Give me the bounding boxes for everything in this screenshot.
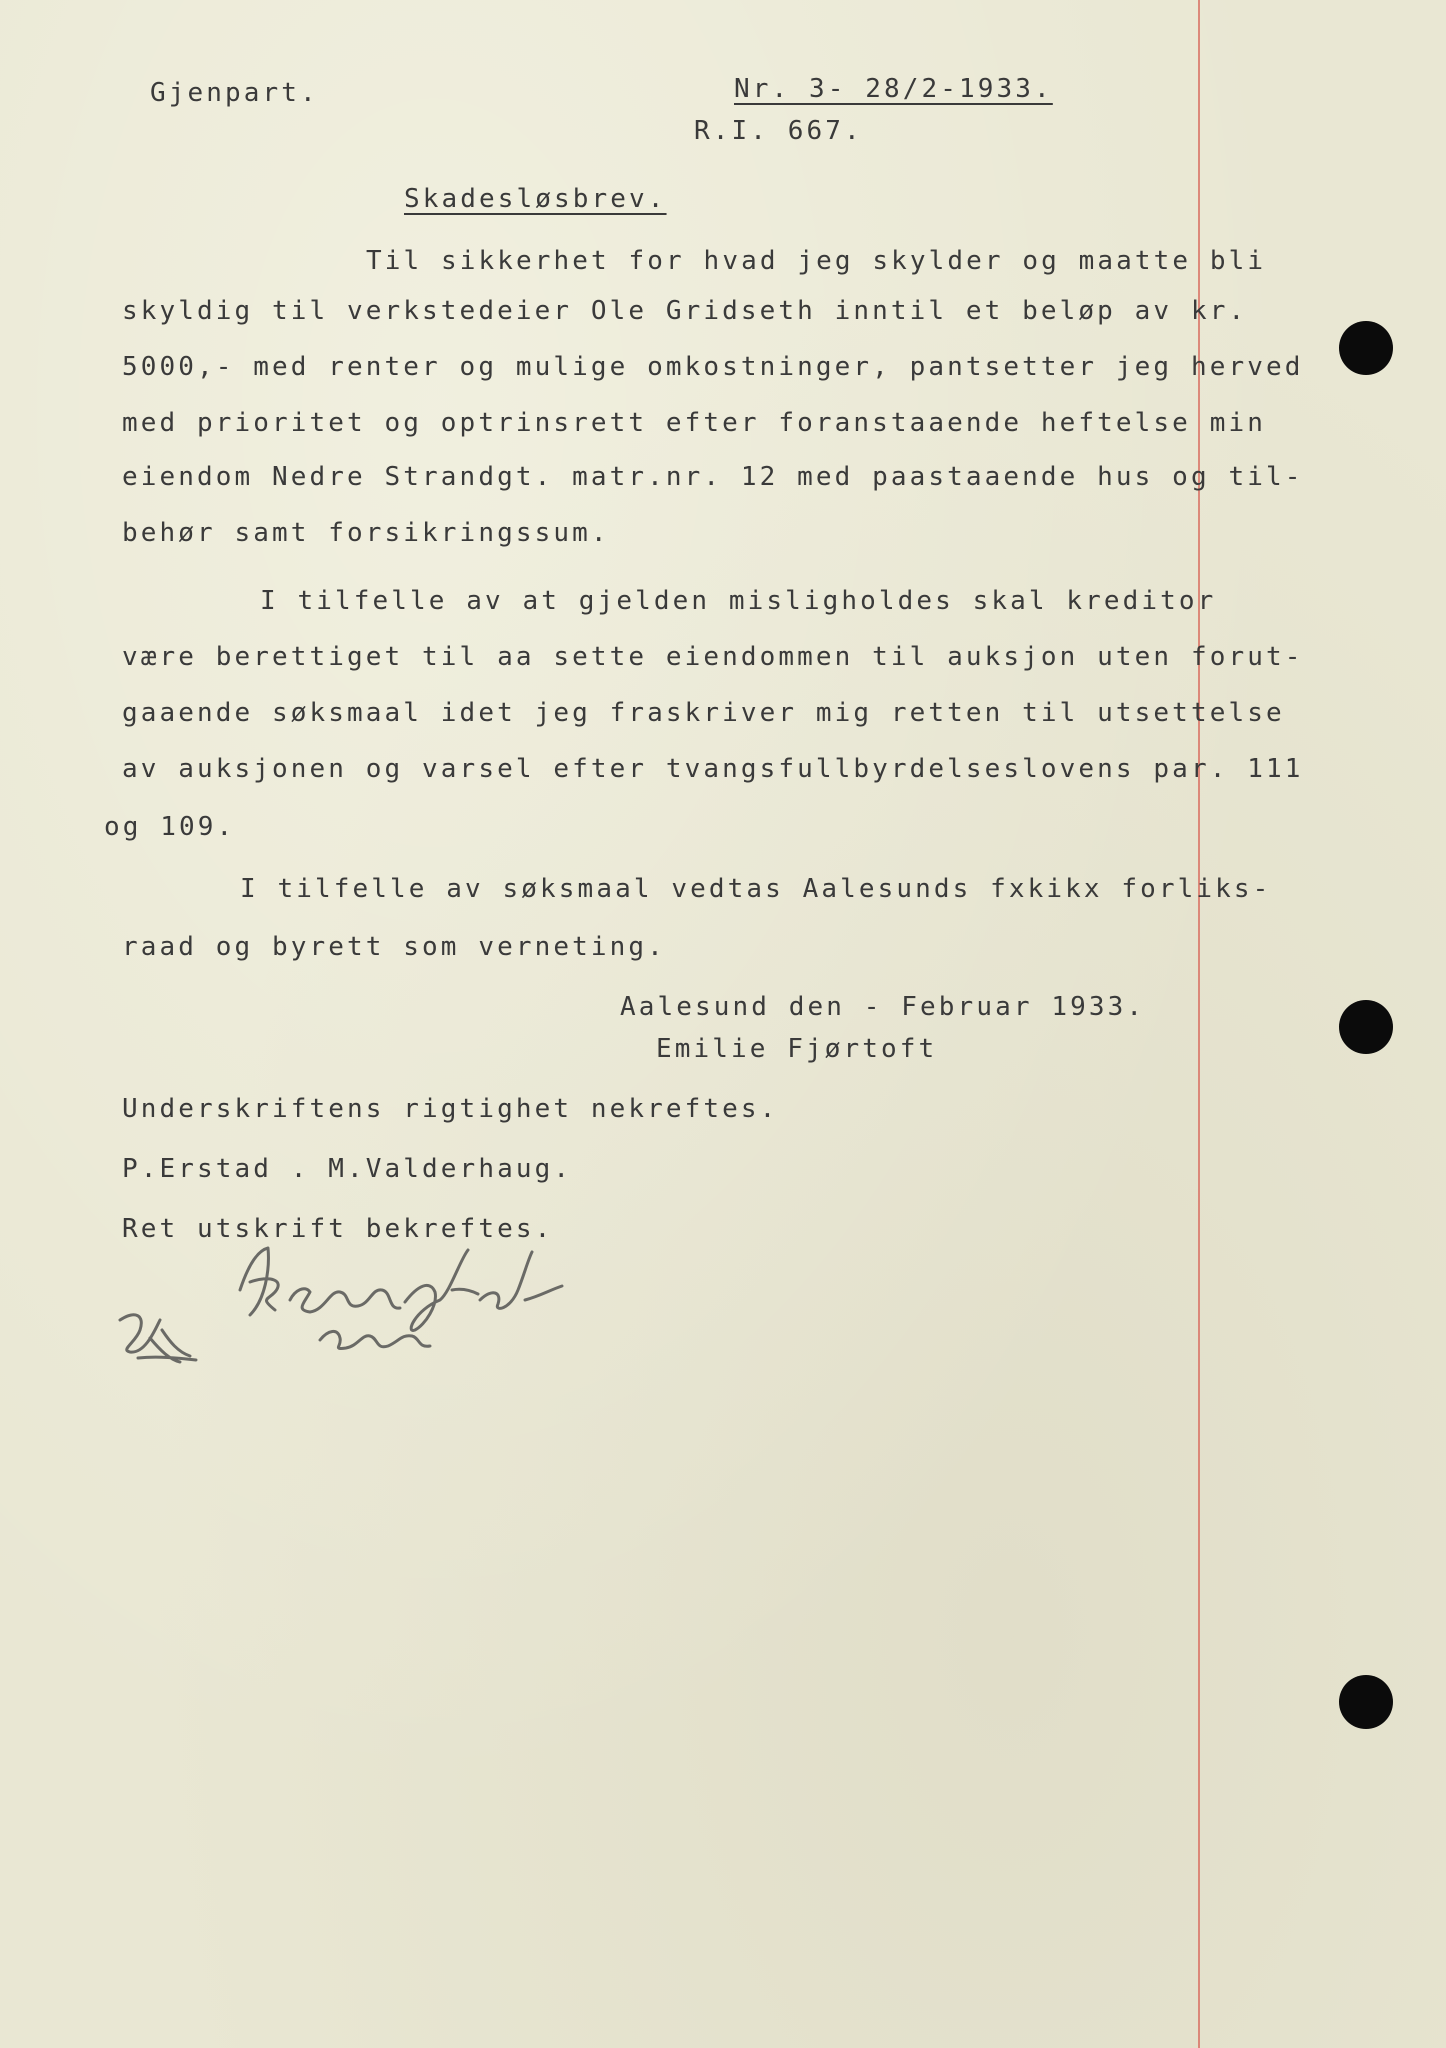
- witnesses-line: P.Erstad . M.Valderhaug.: [122, 1154, 573, 1184]
- body-line: eiendom Nedre Strandgt. matr.nr. 12 med paastaaende hus og til-: [122, 462, 1304, 492]
- body-line: behør samt forsikringssum.: [122, 518, 610, 548]
- body-line: I tilfelle av søksmaal vedtas Aalesunds fxkikx forliks-: [240, 874, 1272, 904]
- attestation-line: Underskriftens rigtighet nekreftes.: [122, 1094, 779, 1124]
- body-line: 5000,- med renter og mulige omkostninger, pantsetter jeg herved: [122, 352, 1304, 382]
- punch-hole: [1339, 1675, 1393, 1729]
- body-line: og 109.: [104, 812, 236, 842]
- header-copy-label: Gjenpart.: [150, 78, 319, 108]
- place-date: Aalesund den - Februar 1933.: [620, 992, 1146, 1022]
- punch-hole: [1339, 1000, 1393, 1054]
- body-line: være berettiget til aa sette eiendommen til auksjon uten forut-: [122, 642, 1304, 672]
- header-number: Nr. 3- 28/2-1933.: [734, 74, 1053, 104]
- copy-confirmation: Ret utskrift bekreftes.: [122, 1214, 554, 1244]
- body-line: gaaende søksmaal idet jeg fraskriver mig retten til utsettelse: [122, 698, 1285, 728]
- signer-name: Emilie Fjørtoft: [656, 1034, 938, 1064]
- body-line: med prioritet og optrinsrett efter foranstaaende heftelse min: [122, 408, 1266, 438]
- body-line: av auksjonen og varsel efter tvangsfullbyrdelseslovens par. 111: [122, 754, 1304, 784]
- body-line: Til sikkerhet for hvad jeg skylder og maatte bli: [366, 246, 1267, 276]
- body-line: I tilfelle av at gjelden misligholdes skal kreditor: [260, 586, 1217, 616]
- handwritten-signature: [100, 1230, 620, 1380]
- document-title: Skadesløsbrev.: [404, 184, 667, 214]
- body-line: skyldig til verkstedeier Ole Gridseth inntil et beløp av kr.: [122, 296, 1248, 326]
- punch-hole: [1339, 321, 1393, 375]
- header-reference: R.I. 667.: [694, 116, 863, 146]
- body-line: raad og byrett som verneting.: [122, 932, 666, 962]
